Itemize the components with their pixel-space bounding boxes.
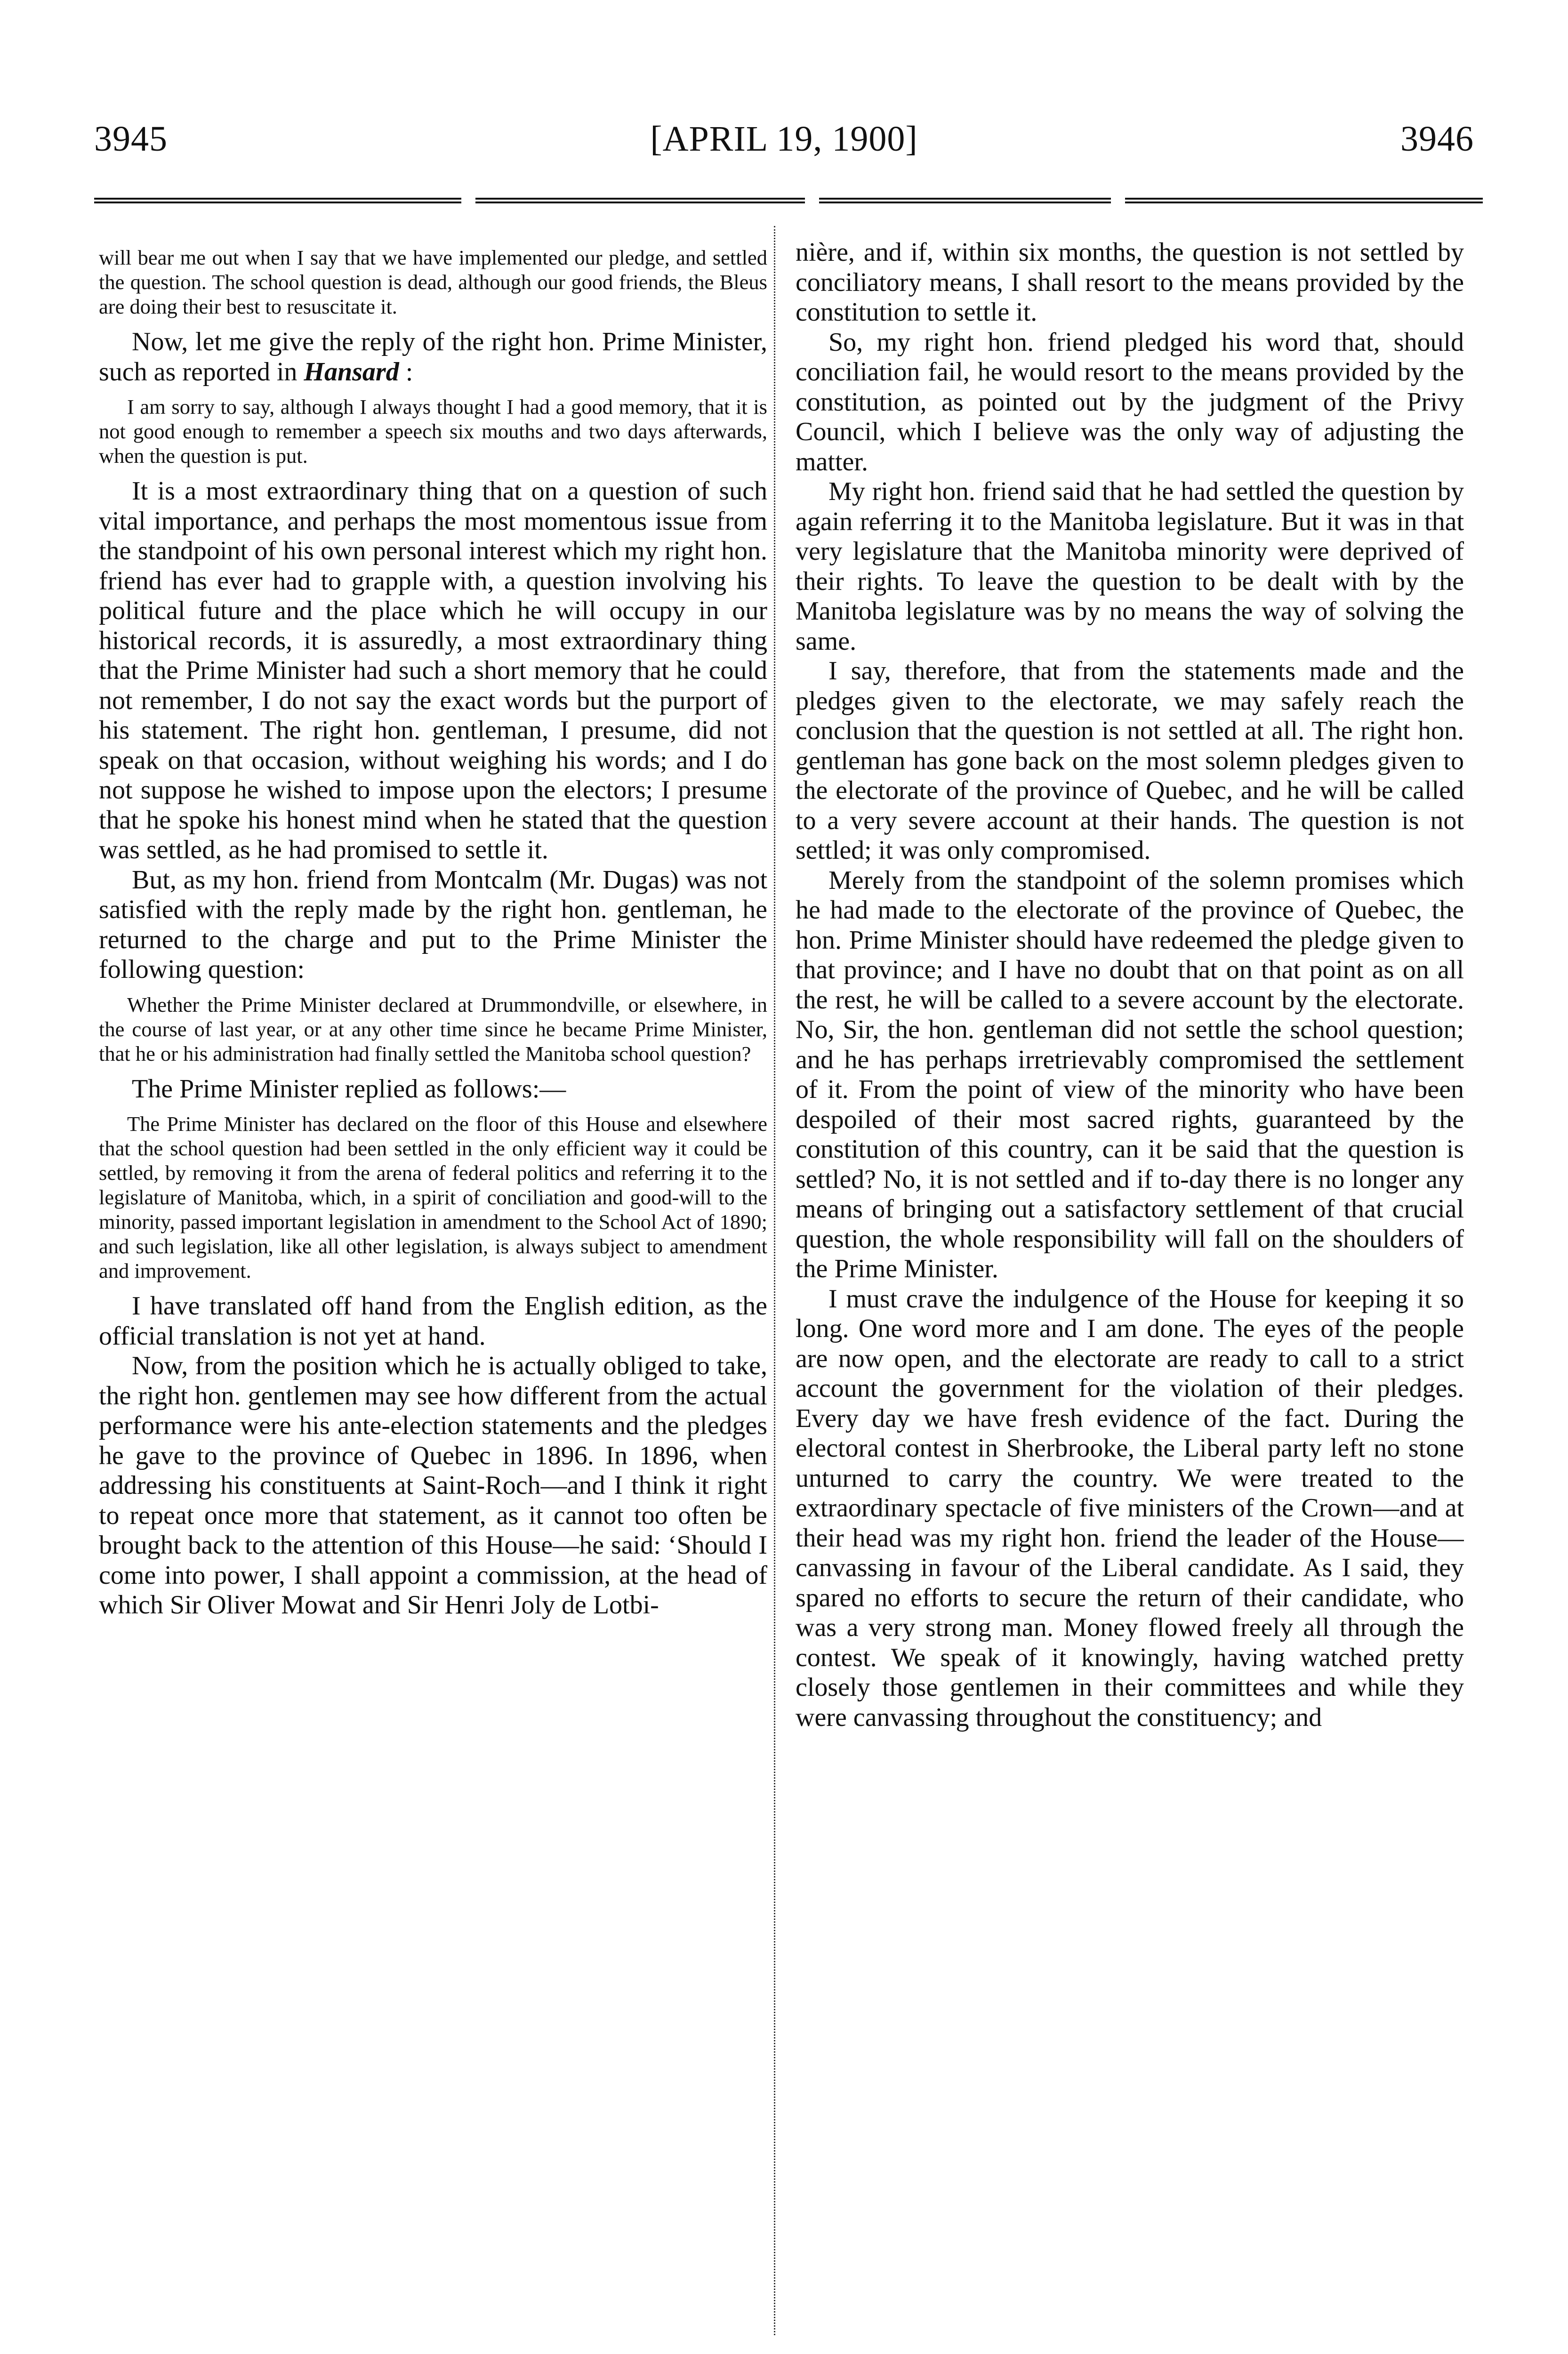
column-divider <box>774 226 775 2335</box>
left-column <box>99 238 767 2328</box>
quoted-passage: The Prime Minister has declared on the floor of this House and elsewhere that the school question had been settled in the only efficient way it could be settled, by removing it from the arena of federal politics and referring it to the legislature of Manitoba, which, in a spirit of conciliation and good-will to the minority, passed important legislation in amendment to the School Act of 1890; and such legislation, like all other legislation, is always subject to amendment and improvement. <box>99 1112 767 1282</box>
header-date: [APRIL 19, 1900] <box>650 119 918 159</box>
header-rule <box>819 198 1111 203</box>
paragraph: So, my right hon. friend pledged his word that, should conciliation fail, he would resort to the means provided by the constitution, as pointed out by the judgment of the Privy Council, which I believe was the only way of adjusting the matter. <box>796 327 1464 476</box>
quoted-passage: Whether the Prime Minister declared at Drummondville, or elsewhere, in the course of last year, or at any other time since he became Prime Minister, that he or his administration had finally settled the Manitoba school question? <box>99 992 767 1065</box>
page-number-right: 3946 <box>1400 119 1474 159</box>
paragraph: nière, and if, within six months, the question is not settled by conciliatory means, I shall resort to the means provided by the constitution to settle it. <box>796 238 1464 327</box>
right-column <box>796 238 1464 2328</box>
header-rule <box>94 198 461 203</box>
paragraph: Merely from the standpoint of the solemn promises which he had made to the electorate of the province of Quebec, the hon. Prime Minister should have redeemed the pledge given to that province; and I have no doubt that on that point as on all the rest, he will be called to a severe account by the electorate. No, Sir, the hon. gentleman did not settle the school question; and he has perhaps irretrievably compromised the settlement of it. From the point of view of the minority who have been despoiled of their most sacred rights, guaranteed by the constitution of this country, can it be said that the question is settled? No, it is not settled and if to-day there is no longer any means of bringing out a satisfactory settlement of that crucial question, the whole responsibility will fall on the shoulders of the Prime Minister. <box>796 865 1464 1283</box>
page-number-left: 3945 <box>94 119 168 159</box>
paragraph: I have translated off hand from the English edition, as the official translation is not yet at hand. <box>99 1291 767 1351</box>
paragraph: The Prime Minister replied as follows:— <box>132 1074 566 1104</box>
paragraph: I must crave the indulgence of the House for keeping it so long. One word more and I am done. The eyes of the people are now open, and the electorate are ready to call to a strict account the government for the violation of their pledges. Every day we have fresh evidence of the fact. During the electoral contest in Sherbrooke, the Liberal party left no stone unturned to carry the country. We were treated to the extraordinary spectacle of five ministers of the Crown—and at their head was my right hon. friend the leader of the House—canvassing in favour of the Liberal candidate. As I said, they spared no efforts to secure the return of their candidate, who was a very strong man. Money flowed freely all through the contest. We speak of it knowingly, having watched pretty closely those gentlemen in their committees and while they were canvassing throughout the constituency; and <box>796 1284 1464 1732</box>
page-header <box>94 118 1474 169</box>
hansard-reference: Hansard <box>304 357 399 387</box>
paragraph: My right hon. friend said that he had settled the question by again referring it to the Manitoba legislature. But it was in that very legislature that the Manitoba minority were deprived of their rights. To leave the question to be dealt with by the Manitoba legislature was by no means the way of solving the same. <box>796 477 1464 656</box>
quoted-passage: will bear me out when I say that we have implemented our pledge, and settled the question. The school question is dead, although our good friends, the Bleus are doing their best to resuscitate it. <box>99 246 767 318</box>
quoted-passage: I am sorry to say, although I always thought I had a good memory, that it is not good enough to remember a speech six mouths and two days afterwards, when the question is put. <box>99 395 767 468</box>
header-rule <box>475 198 805 203</box>
header-rule <box>1125 198 1483 203</box>
paragraph: Now, from the position which he is actually obliged to take, the right hon. gentlemen may see how different from the actual performance were his ante-election statements and the pledges he gave to the province of Quebec in 1896. In 1896, when addressing his constituents at Saint-Roch—and I think it right to repeat once more that statement, as it cannot too often be brought back to the attention of this House—he said: ‘Should I come into power, I shall appoint a commission, at the head of which Sir Oliver Mowat and Sir Henri Joly de Lotbi- <box>99 1351 767 1620</box>
paragraph-text: Now, let me give the reply of the right hon. Prime Minister, such as reported in <box>99 327 767 387</box>
paragraph-text: : <box>405 357 413 387</box>
paragraph: I say, therefore, that from the statements made and the pledges given to the electorate, we may safely reach the conclusion that the question is not settled at all. The right hon. gentleman has gone back on the most solemn pledges given to the electorate of the province of Quebec, and he will be called to a very severe account at their hands. The question is not settled; it was only compromised. <box>796 656 1464 865</box>
paragraph <box>99 327 767 387</box>
paragraph: But, as my hon. friend from Montcalm (Mr. Dugas) was not satisfied with the reply made by the right hon. gentleman, he returned to the charge and put to the Prime Minister the following question: <box>99 865 767 984</box>
paragraph: It is a most extraordinary thing that on a question of such vital importance, and perhaps the most momentous issue from the standpoint of his own personal interest which my right hon. friend has ever had to grapple with, a question involving his political future and the place which he will occupy in our historical records, it is assuredly, a most extraordinary thing that the Prime Minister had such a short memory that he could not remember, I do not say the exact words but the purport of his statement. The right hon. gentleman, I presume, did not speak on that occasion, without weighing his words; and I do not suppose he wished to impose upon the electors; I presume that he spoke his honest mind when he stated that the question was settled, as he had promised to settle it. <box>99 476 767 864</box>
